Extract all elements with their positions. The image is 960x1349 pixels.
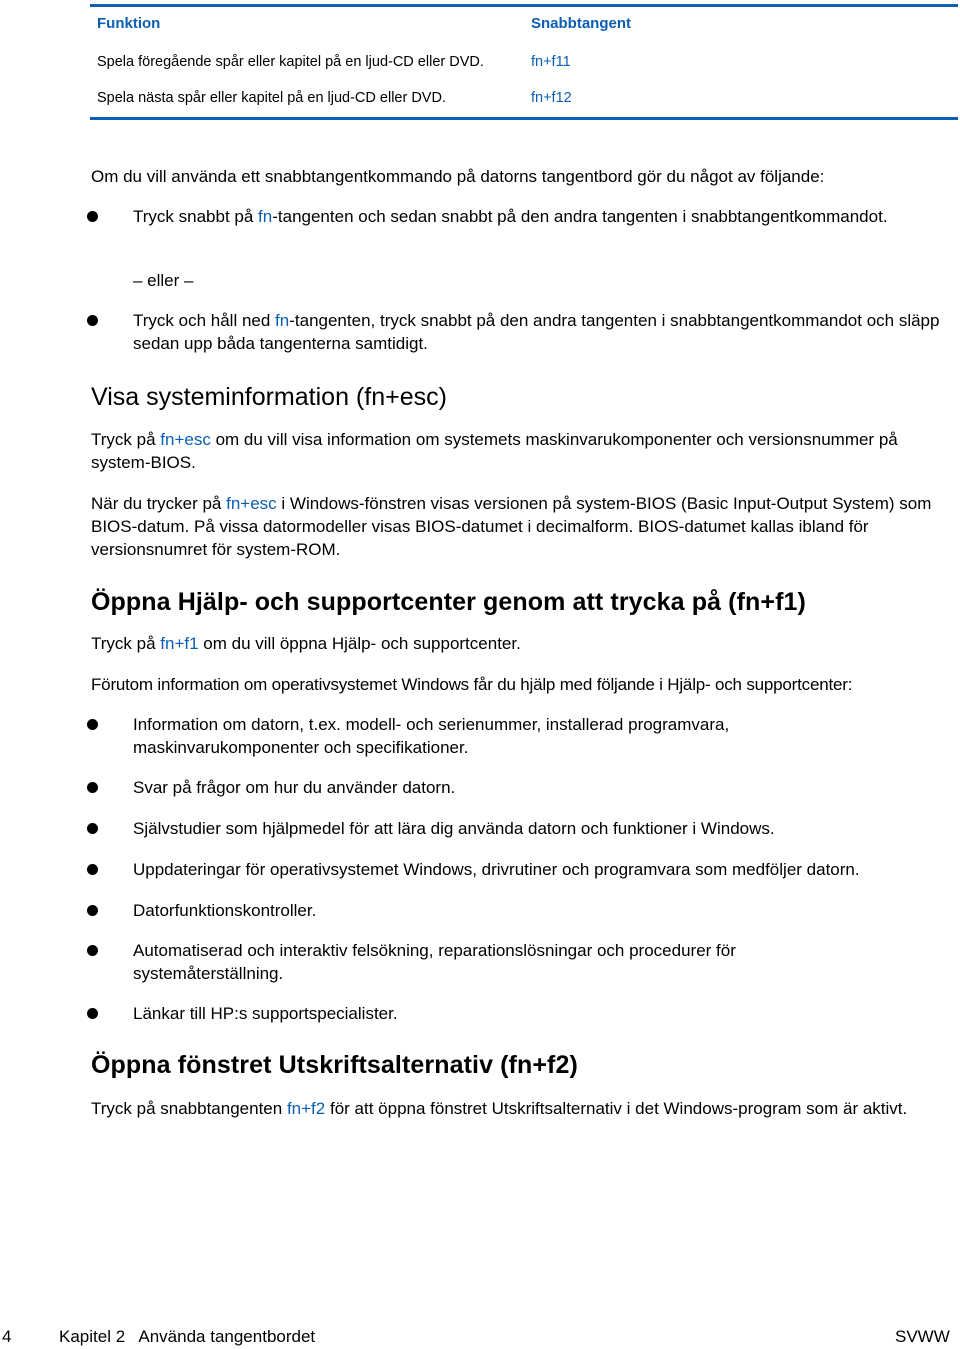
paragraph-text: När du trycker på — [91, 494, 227, 513]
section1-paragraph-2 — [91, 492, 959, 561]
key-link[interactable]: fn+esc — [226, 494, 277, 513]
section2-paragraph-2: Förutom information om operativsystemet Windows får du hjälp med följande i Hjälp- och supportcenter: — [91, 675, 853, 694]
bullet-item — [133, 309, 960, 355]
table-bottom-rule — [90, 117, 958, 120]
bullet-item — [133, 205, 960, 228]
bullet-text: -tangenten och sedan snabbt på den andra tangenten i snabbtangentkommandot. — [272, 207, 888, 226]
paragraph-text: Tryck på snabbtangenten — [91, 1099, 287, 1118]
bullet-text: Tryck snabbt på — [133, 207, 259, 226]
paragraph-text: om du vill visa information om systemets maskinvarukomponenter och versionsnummer på system-BIOS. — [91, 430, 898, 472]
key-link[interactable]: fn — [258, 207, 273, 226]
section-heading-systeminfo: Visa systeminformation (fn+esc) — [91, 383, 447, 411]
bullet-text: Tryck och håll ned — [133, 311, 276, 330]
help-list-item: Länkar till HP:s supportspecialister. — [133, 1004, 398, 1023]
paragraph-text: för att öppna fönstret Utskriftsalternativ i det Windows-program som är aktivt. — [325, 1099, 908, 1118]
bullet-dot-icon — [87, 782, 98, 793]
help-list-item: Datorfunktionskontroller. — [133, 901, 317, 920]
section-heading-help: Öppna Hjälp- och supportcenter genom att trycka på (fn+f1) — [91, 588, 806, 616]
intro-paragraph: Om du vill använda ett snabbtangentkommando på datorns tangentbord gör du något av följande: — [91, 167, 825, 186]
shortcut-table — [90, 0, 960, 120]
help-list-item: Uppdateringar för operativsystemet Windows, drivrutiner och programvara som medföljer datorn. — [133, 860, 860, 879]
bullet-text: -tangenten, tryck snabbt på den andra tangenten i snabbtangentkommandot och släpp sedan upp båda tangenterna samtidigt. — [133, 311, 940, 353]
table-top-rule — [90, 4, 958, 7]
section-heading-print: Öppna fönstret Utskriftsalternativ (fn+f2) — [91, 1051, 578, 1079]
table-header-shortcut: Snabbtangent — [531, 15, 631, 32]
paragraph-text: i Windows-fönstren visas versionen på system-BIOS (Basic Input-Output System) som BIOS-datum. På vissa datormodeller visas BIOS-datumet i decimalform. BIOS-datumet kallas ibland för versionsnumret för system-ROM. — [91, 494, 932, 559]
bullet-dot-icon — [87, 945, 98, 956]
section1-paragraph-1 — [91, 428, 959, 474]
section3-paragraph-1 — [91, 1097, 959, 1120]
table-header-function: Funktion — [97, 15, 161, 32]
table-cell-function: Spela nästa spår eller kapitel på en ljud-CD eller DVD. — [97, 90, 446, 106]
bullet-dot-icon — [87, 315, 98, 326]
bullet-dot-icon — [87, 823, 98, 834]
paragraph-text: Tryck på — [91, 430, 161, 449]
key-link[interactable]: fn+f1 — [160, 634, 199, 653]
paragraph-text: Tryck på — [91, 634, 161, 653]
help-list-item: Svar på frågor om hur du använder datorn. — [133, 778, 456, 797]
bullet-dot-icon — [87, 864, 98, 875]
key-link[interactable]: fn+f2 — [286, 1099, 326, 1118]
help-list-item: Självstudier som hjälpmedel för att lära dig använda datorn och funktioner i Windows. — [133, 819, 775, 838]
help-list-item: Automatiserad och interaktiv felsökning, reparationslösningar och procedurer för systemåterställning. — [133, 941, 736, 983]
table-cell-shortcut: fn+f12 — [531, 90, 572, 106]
key-link[interactable]: fn — [275, 311, 290, 330]
key-link[interactable]: fn+esc — [160, 430, 211, 449]
paragraph-text: om du vill öppna Hjälp- och supportcenter. — [198, 634, 521, 653]
chapter-title: Kapitel 2 Använda tangentbordet — [59, 1327, 316, 1346]
section2-paragraph-1 — [91, 632, 959, 655]
table-cell-function: Spela föregående spår eller kapitel på en ljud-CD eller DVD. — [97, 54, 484, 70]
bullet-dot-icon — [87, 719, 98, 730]
table-cell-shortcut: fn+f11 — [531, 54, 571, 70]
or-separator: – eller – — [133, 271, 194, 290]
page-number: 4 — [2, 1327, 12, 1346]
help-list-item: Information om datorn, t.ex. modell- och serienummer, installerad programvara, maskinvarukomponenter och specifikationer. — [133, 715, 730, 757]
bullet-dot-icon — [87, 211, 98, 222]
bullet-dot-icon — [87, 1008, 98, 1019]
doc-code: SVWW — [895, 1327, 950, 1346]
bullet-dot-icon — [87, 905, 98, 916]
